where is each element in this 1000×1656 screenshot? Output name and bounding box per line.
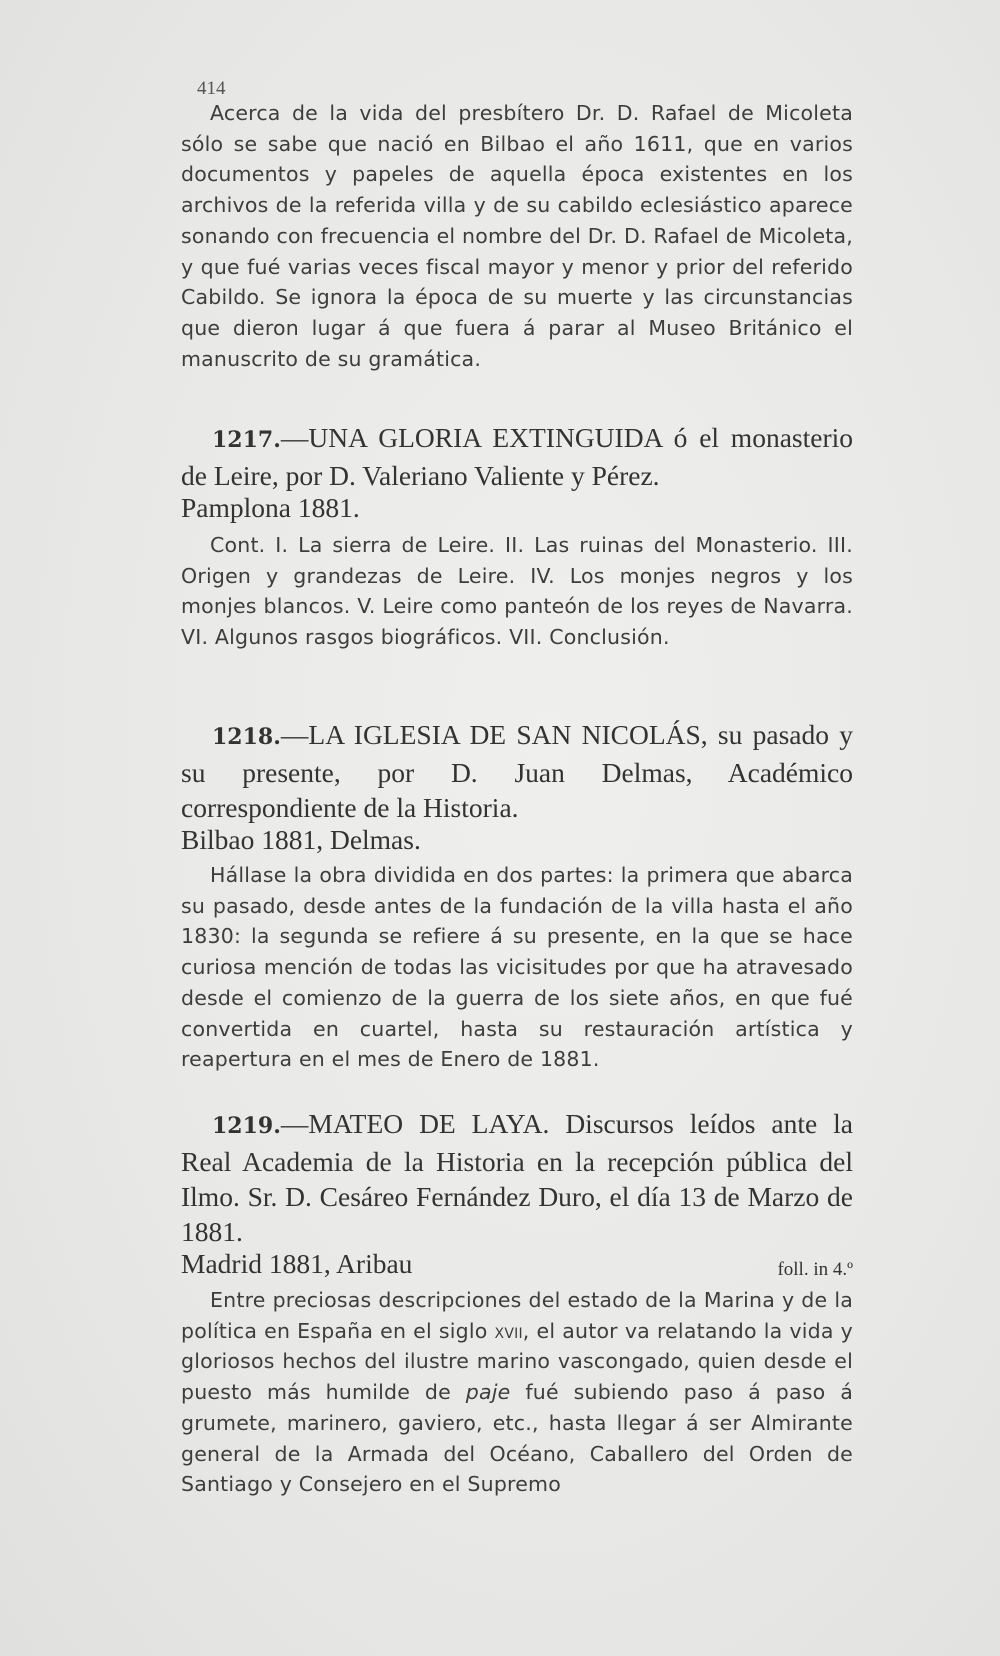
publication-line: Bilbao 1881, Delmas.	[181, 824, 421, 855]
entry-number: 1218.	[212, 724, 281, 750]
page-number: 414	[197, 78, 226, 99]
description-text: fué subiendo paso á paso á grumete, marinero, gaviero, etc., hasta llegar á ser Almirante general de la Armada del Océano, Caballero del Orden de Santiago y Consejero en el Supremo	[181, 1380, 853, 1497]
entry-1219-publication	[181, 1246, 853, 1281]
entry-title: —LA IGLESIA DE SAN NICOLÁS, su pasado y su presente, por D. Juan Delmas, Académico correspondiente de la Historia.	[181, 719, 853, 823]
description-text: Entre preciosas descripciones del estado de la Marina y de la política en España en el siglo	[181, 1288, 853, 1343]
entry-1217-contents: Cont. I. La sierra de Leire. II. Las ruinas del Monasterio. III. Origen y grandezas de Leire. IV. Los monjes negros y los monjes blancos. V. Leire como panteón de los reyes de Navarra. VI. Algunos rasgos biográficos. VII. Conclusión.	[181, 533, 853, 650]
italic-term: paje	[465, 1380, 511, 1405]
entry-number: 1219.	[212, 1113, 281, 1139]
entry-1218-publication	[181, 822, 853, 857]
description-text: , el autor va relatando la vida y gloriosos hechos del ilustre marino vascongado, quien desde el puesto más humilde de	[181, 1318, 853, 1405]
entry-1219-heading	[181, 1106, 853, 1249]
entry-1219-description	[181, 1285, 853, 1500]
entry-1218-heading	[181, 717, 853, 825]
publication-line: Madrid 1881, Aribau	[181, 1248, 413, 1279]
intro-paragraph: Acerca de la vida del presbítero Dr. D. Rafael de Micoleta sólo se sabe que nació en Bilbao el año 1611, que en varios documentos y papeles de aquella época existentes en los archivos de la referida villa y de su cabildo eclesiástico aparece sonando con frecuencia el nombre del Dr. D. Rafael de Micoleta, y que fué varias veces fiscal mayor y menor y prior del referido Cabildo. Se ignora la época de su muerte y las circunstancias que dieron lugar á que fuera á parar al Museo Británico el manuscrito de su gramática.	[181, 101, 853, 371]
entry-1217-heading	[181, 420, 853, 493]
entry-title: —UNA GLORIA EXTINGUIDA ó el monasterio de Leire, por D. Valeriano Valiente y Pérez.	[181, 422, 853, 491]
entry-title: —MATEO DE LAYA. Discursos leídos ante la Real Academia de la Historia en la recepción pública del Ilmo. Sr. D. Cesáreo Fernández Duro, el día 13 de Marzo de 1881.	[181, 1108, 853, 1247]
format-note: foll. in 4.º	[777, 1259, 853, 1280]
entry-1217-publication	[181, 490, 853, 525]
entry-1218-description: Hállase la obra dividida en dos partes: la primera que abarca su pasado, desde antes de la fundación de la villa hasta el año 1830: la segunda se refiere á su presente, en la que se hace curiosa mención de todas las vicisitudes por que ha atravesado desde el comienzo de la guerra de los siete años, en que fué convertida en cuartel, hasta su restauración artística y reapertura en el mes de Enero de 1881.	[181, 863, 853, 1072]
publication-line: Pamplona 1881.	[181, 492, 360, 523]
century-numeral: xvii	[494, 1318, 523, 1343]
entry-number: 1217.	[212, 427, 281, 453]
